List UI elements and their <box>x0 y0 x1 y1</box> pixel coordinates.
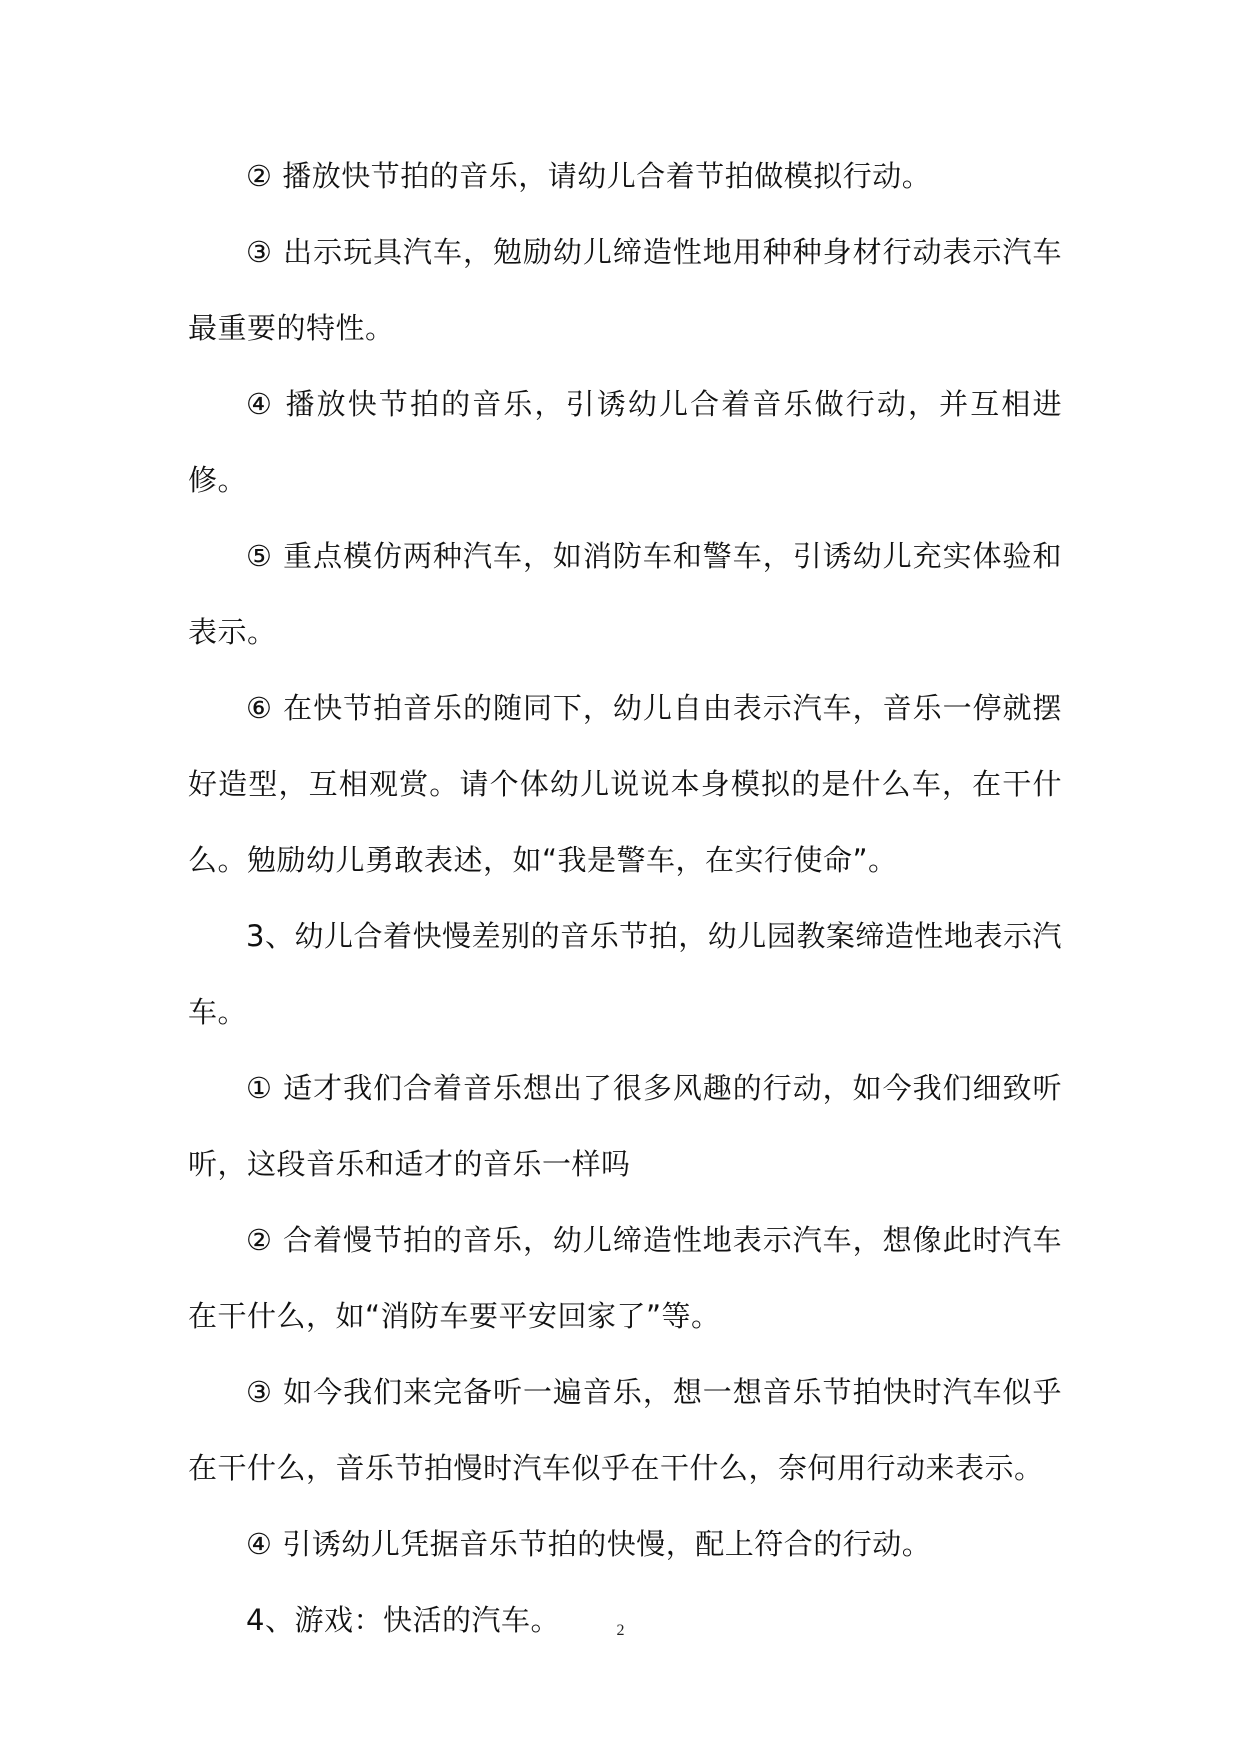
paragraph: ③ 出示玩具汽车，勉励幼儿缔造性地用种种身材行动表示汽车最重要的特性。 <box>188 235 1062 345</box>
paragraph: ④ 播放快节拍的音乐，引诱幼儿合着音乐做行动，并互相进修。 <box>188 387 1062 497</box>
paragraph: ③ 如今我们来完备听一遍音乐，想一想音乐节拍快时汽车似乎在干什么，音乐节拍慢时汽车似乎在干什么，奈何用行动来表示。 <box>188 1375 1062 1485</box>
paragraph: ② 合着慢节拍的音乐，幼儿缔造性地表示汽车，想像此时汽车在干什么，如“消防车要平安回家了”等。 <box>188 1223 1062 1333</box>
paragraph: ④ 引诱幼儿凭据音乐节拍的快慢，配上符合的行动。 <box>246 1527 932 1561</box>
section-heading: 3、幼儿合着快慢差别的音乐节拍，幼儿园教案缔造性地表示汽车。 <box>188 919 1062 1029</box>
page-number: 2 <box>616 1622 625 1639</box>
document-body <box>188 138 1062 1658</box>
paragraph: ⑤ 重点模仿两种汽车，如消防车和警车，引诱幼儿充实体验和表示。 <box>188 539 1062 649</box>
section-heading: 4、游戏：快活的汽车。 <box>246 1603 560 1637</box>
paragraph: ① 适才我们合着音乐想出了很多风趣的行动，如今我们细致听听，这段音乐和适才的音乐一样吗 <box>188 1071 1062 1181</box>
paragraph: ② 播放快节拍的音乐，请幼儿合着节拍做模拟行动。 <box>246 159 932 193</box>
paragraph: ⑥ 在快节拍音乐的随同下，幼儿自由表示汽车，音乐一停就摆好造型，互相观赏。请个体幼儿说说本身模拟的是什么车，在干什么。勉励幼儿勇敢表述，如“我是警车，在实行使命”。 <box>188 691 1062 877</box>
